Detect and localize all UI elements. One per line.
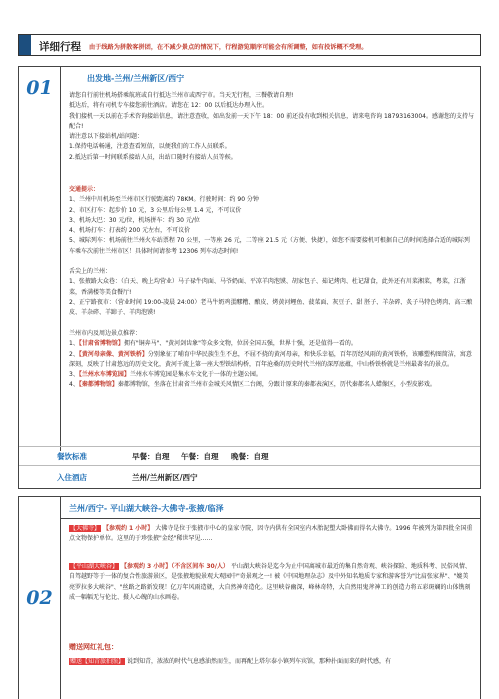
day-route: 出发地-兰州/兰州新区/西宁 [87, 74, 185, 83]
day-number-column [19, 497, 61, 699]
header-title: 详细行程 [39, 41, 81, 53]
day-2-route-bar [61, 497, 480, 519]
breakfast: 早餐：自理 [132, 452, 170, 461]
hotel-value: 兰州/兰州新区/西宁 [132, 473, 198, 482]
dafosi-text: 大佛寺是位于张掖市中心的皇家寺院，因寺内供有全国室内木胎泥塑大卧佛而得名大佛寺。1996 年被列为第四批全国重点文物保护单位。这里的于珍张掖"金经"稀世罕见…… [69, 525, 473, 543]
gift-tag: 赠送【知青旅拍照】 [70, 658, 125, 665]
day-number-column [19, 67, 61, 451]
dinner: 晚餐：自理 [231, 452, 269, 461]
day-route: 兰州/西宁- 平山湖大峡谷-大佛寺-张掖/临泽 [69, 504, 224, 513]
food-section: 舌尖上的兰州： 1、张掖路大众巷：（白天、晚上均营业）马子禄牛肉面、马爷奶面、平凉羊肉泡馍、胡家包子、茹记烤肉、杜记甜食，此外还有川菜湘菜，粤菜，江浙菜，香满楼等美食餐厅! 2、正宁路夜市：（营业时间 19:00-凌晨 24:00）老马牛奶鸡蛋醪糟、酿皮、烤黄河鲤鱼、菠菜面、灰豆子、甜 胚子、羊杂碎、炙子马特色烤肉、高三酿皮、羊杂碎、羊蹄子、羊肉泡馍! [69, 268, 473, 317]
gift-text: 说到知青，浓浓的时代气息感油然而生，而再配上塔尔泰小镇列车宾馆，那种扑面而来的时代感，有 [126, 658, 391, 665]
gift-title: 赠送网红礼包： [69, 643, 118, 651]
sights-title: 兰州市内及周边景点推荐： [69, 330, 142, 337]
sights-section [69, 329, 474, 391]
sight-item: 4、【秦都博物馆】秦都博物馆，坐落在甘肃省兰州市金城关风情区二台阁，分跟计原来的秦都表演区，历代秦都名人蜡像区，小型皮影戏。 [69, 381, 436, 389]
header-accent-bar [19, 35, 31, 55]
pingshan-section [69, 562, 474, 603]
day-number: 01 [26, 77, 53, 99]
hotel-divider [19, 465, 480, 466]
day-1-block [18, 66, 481, 489]
meals-label: 餐饮标准 [57, 452, 87, 461]
day-2-block [18, 496, 481, 699]
pingshan-time: 【参观约 3 小时】（不含区间车 30/人） [120, 563, 229, 570]
sight-item: 2、【黄河母亲像、黄河铁桥】分别象征了哺育中华民族生生不息，不屈不挠的黄河母亲，和快乐幸福，百年历经风雨的黄河铁桥，该雕塑构图简洁，寓意深刻，反映了甘肃悠远的历史文化，黄河千流上第一座大型铁结构桥，百年沧桑的历史时代兰州的深厚底蕴，中山桥铁桥就是兰州最著名的景点。 [69, 350, 472, 368]
day-number: 02 [26, 587, 53, 609]
itinerary-header [18, 34, 481, 56]
traffic-section: 交通提示： 1、兰州中川机场至兰州市区行驶距离约 78KM。行驶时间：约 90 分钟 2、市区打车：起步价 10 元，3 公里后每公里 1.4 元，不可议价 3、机场大巴：30 元/位，机场拼车：约 30 元/位 4、机场打车：打表约 200 元左右，不可议价 5、城际列车：机场前往兰州火车站票程 70 公里，一等座 26 元，二等座 21.5 元（方便、快捷），如您不需要接机可根据自己的时间选择合适的城际列车乘车次前往兰州市区！具体时间请参考 12306 列车动态时间! [69, 185, 474, 257]
traffic-title: 交通提示： [69, 186, 100, 193]
dafosi-time: 【参观约 1 小时】 [102, 525, 154, 532]
lunch: 午餐：自理 [181, 452, 219, 461]
intro-text: 请您自行前往机场搭乘航班或自行抵达兰州市或西宁市。当天无行程，三餐敬请自理! 抵达后，将有司机专车接您前往酒店。请您在 12：00 以后抵达办理入住。 我们接机一天以前在手术咨询接站信息，请注意查收，如出发前一天下午 18：00 前还没有收到相关信息，请来电咨询 18793163004。感谢您的支持与配合! 请注意以下接站机/站问题： 1.保持电话畅通，注意查看短信，以便我们的工作人员联系。 2.抵达后第一时间联系接站人员，出站口随时有接站人员等候。 [69, 92, 474, 161]
header-note: 由于线路为拼散客拼团，在不减少景点的情况下，行程游览顺序可能会有所调整，如有投诉概不受理。 [89, 44, 368, 51]
meals-divider [19, 446, 480, 447]
day-1-content [61, 67, 480, 488]
gift-section [69, 657, 474, 667]
sight-item: 3、【兰州水车博览园】兰州水车博览园是集水车文化于一体的主题公园。 [69, 371, 262, 379]
sight-item: 1、【甘肃省博物馆】拥有"铜奔马"、"黄河剑齿象"等众多文物，位居全国五强，世界十强，还是值得一看的。 [69, 340, 357, 348]
dafosi-section [69, 524, 474, 545]
hotel-label: 入住酒店 [57, 473, 87, 482]
pingshan-tag: 【平山湖大峡谷】 [70, 563, 119, 570]
food-title: 舌尖上的兰州： [69, 268, 112, 275]
pingshan-text: 平山湖大峡谷是迄今为止中国离城市最近的集自然奇观、峡谷探险、地质科考、民俗风情、自驾越野等于一体的复合性旅游景区，是张掖地貌景观大观园中"奇景观之一! 被《中国地理杂志》及中外知名地质专家和游客誉为"比肩张家界"、"媲美亮罗拉多大峡谷"、"丝路之路新发现！亿万年风雨造就，大自然神奇造化。这里峡谷幽深，峰林奇特，大自然用鬼斧神工的创造力将五彩斑斓的山体镌刻成一幅幅无与伦比、摄人心魄的山水画卷。 [69, 563, 471, 601]
dafosi-tag: 【大佛寺】 [70, 525, 101, 532]
